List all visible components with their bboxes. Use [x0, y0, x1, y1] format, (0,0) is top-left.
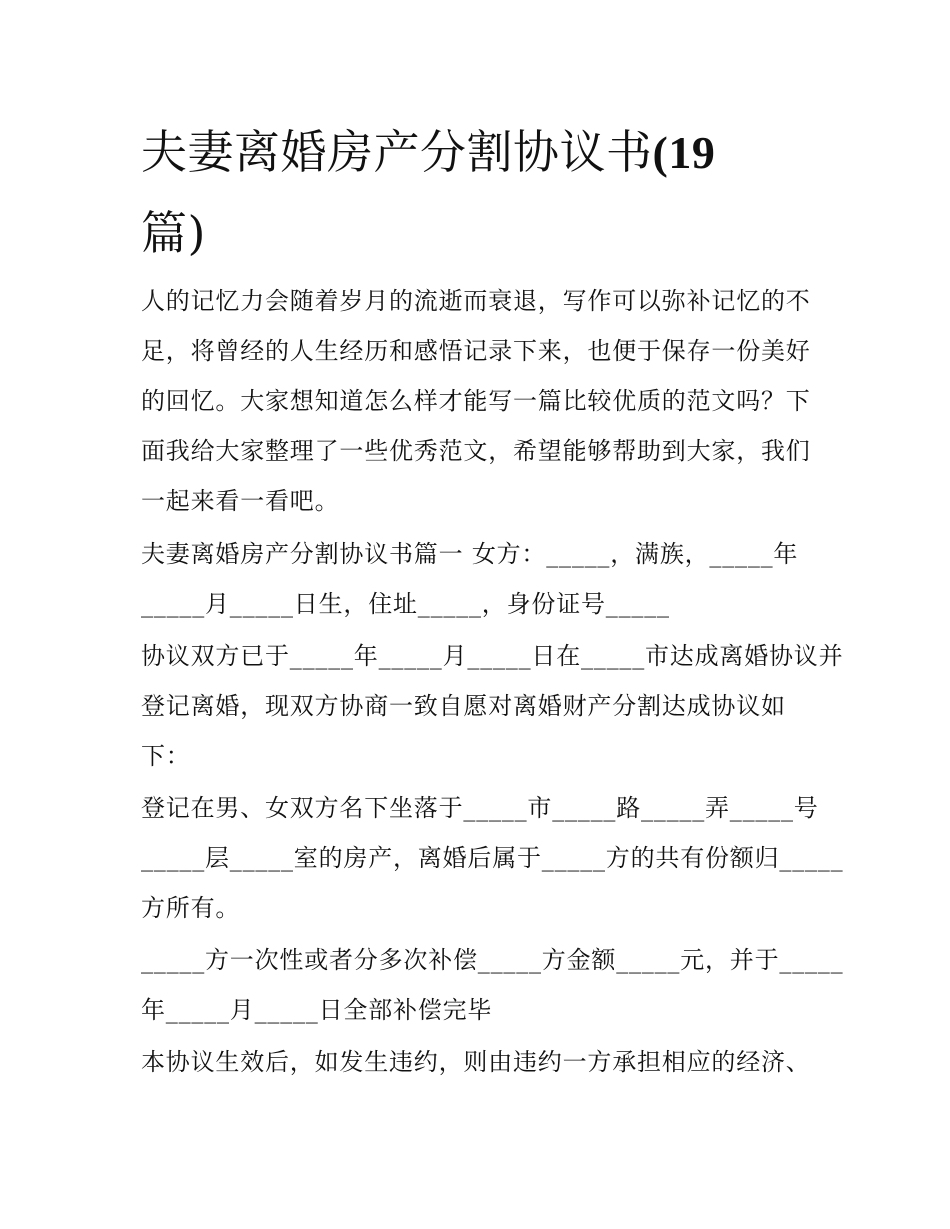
- document-title: [141, 112, 821, 273]
- property-line-3: 方所有。: [141, 894, 241, 922]
- intro-line-1: 人的记忆力会随着岁月的流逝而衰退，写作可以弥补记忆的不: [141, 287, 811, 315]
- compensation-line-1: _____方一次性或者分多次补偿_____方金额_____元，并于_____: [141, 946, 844, 974]
- agreement-line-3: 下：: [141, 742, 191, 770]
- agreement-line-1: 协议双方已于_____年_____月_____日在_____市达成离婚协议并: [141, 642, 844, 670]
- intro-line-2: 足，将曾经的人生经历和感悟记录下来，也便于保存一份美好: [141, 337, 811, 365]
- section-heading-line: 夫妻离婚房产分割协议书篇一 女方：_____，满族，_____年: [141, 540, 799, 568]
- property-line-2: _____层_____室的房产，离婚后属于_____方的共有份额归_____: [141, 844, 844, 872]
- title-line-1-suffix: (19: [652, 127, 716, 178]
- title-line-2: 篇): [141, 206, 206, 260]
- title-line-1: [141, 125, 715, 179]
- compensation-line-2: 年_____月_____日全部补偿完毕: [141, 996, 493, 1024]
- breach-clause-line: 本协议生效后，如发生违约，则由违约一方承担相应的经济、: [141, 1048, 811, 1076]
- intro-line-5: 一起来看一看吧。: [141, 487, 340, 515]
- party-info-line: _____月_____日生，住址_____，身份证号_____: [141, 590, 670, 618]
- property-line-1: 登记在男、女双方名下坐落于_____市_____路_____弄_____号: [141, 794, 819, 822]
- intro-line-3: 的回忆。大家想知道怎么样才能写一篇比较优质的范文吗？下: [141, 387, 811, 415]
- title-line-1-text: 夫妻离婚房产分割协议书: [141, 125, 653, 179]
- agreement-line-2: 登记离婚，现双方协商一致自愿对离婚财产分割达成协议如: [141, 692, 786, 720]
- intro-line-4: 面我给大家整理了一些优秀范文，希望能够帮助到大家，我们: [141, 437, 811, 465]
